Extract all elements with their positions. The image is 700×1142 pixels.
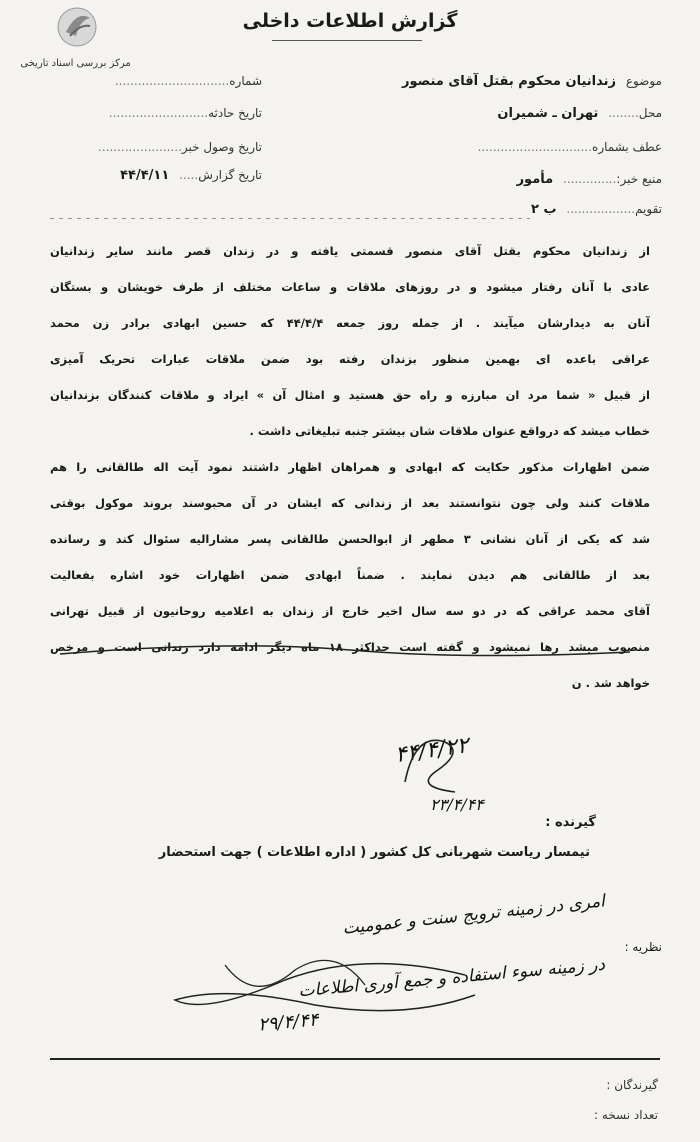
body-line: خطاب میشد که درواقع عنوان ملاقات شان بیشتر جنبه تبلیغاتی داشت . (249, 424, 650, 438)
field-subject: موضوع زندانیان محکوم بقتل آقای منصور (402, 74, 662, 89)
handwritten-date-note: ۴۴/۴/۲۲ (393, 732, 471, 769)
archive-logo (8, 6, 143, 76)
body-line: از قبیل « شما مرد ان مبارزه و راه حق هستید و امثال آن » ایراد و ملاقات کنندگان بزندانیان (50, 388, 650, 402)
field-source: منبع خبر:.............. مأمور (516, 172, 662, 187)
field-number: شماره.............................. (114, 74, 262, 88)
field-evaluation-value: ب ۲ (531, 202, 557, 217)
handwritten-reference: ۲۳/۴/۴۴ (430, 795, 484, 814)
body-line: از زندانیان محکوم بقتل آقای منصور قسمتی یافته و در زندان قصر مانند سایر زندانیان (50, 244, 650, 258)
title-underline (272, 40, 422, 41)
footer-recipients-label: گیرندگان : (606, 1078, 658, 1092)
body-line: خواهد شد . ن (571, 676, 650, 690)
field-arrival-date: تاریخ وصول خبر...................... (98, 140, 262, 154)
header-separator (50, 218, 530, 219)
recipient-label: گیرنده : (545, 815, 596, 830)
body-line: بعد از طالقانی هم دیدن نمایند . ضمناً ابهادی ضمن اظهارات خود اشاره بفعالیت (50, 568, 650, 582)
field-source-value: مأمور (516, 172, 554, 187)
field-incident-date: تاریخ حادثه.......................... (108, 106, 262, 120)
handwritten-opinion-date: ۲۹/۴/۴۴ (257, 1009, 320, 1036)
report-body (50, 233, 650, 701)
archive-logo-text: مرکز بررسی اسناد تاریخی (20, 58, 131, 69)
field-place: محل........ تهران ـ شمیران (497, 106, 662, 121)
footer-copies-label: تعداد نسخه : (593, 1108, 658, 1122)
body-line: ملاقات کنند ولی چون نتوانستند بعد از زندانی که ایشان در آن محبوسند بروند موکول بوقتی (50, 496, 650, 510)
body-line: آنان به دیدارشان میآیند . از جمله روز جمعه ۴۴/۴/۴ که حسین ابهادی برادر زن محمد (50, 316, 650, 330)
field-report-date-value: ۴۴/۴/۱۱ (120, 168, 170, 183)
field-place-value: تهران ـ شمیران (497, 106, 599, 121)
archive-emblem-icon (56, 6, 98, 48)
field-report-date: تاریخ گزارش..... ۴۴/۴/۱۱ (120, 168, 262, 183)
handwritten-opinion-line2: در زمینه سوء استفاده و جمع آوری اطلاعات (297, 954, 606, 1002)
field-attach: عطف بشماره.............................. (477, 140, 662, 154)
footer-rule (50, 1058, 660, 1060)
recipient-text: تیمسار ریاست شهربانی کل کشور ( اداره اطلاعات ) جهت استحضار (158, 845, 590, 860)
opinion-label: نظریه : (624, 940, 662, 954)
handwritten-opinion-line1: امری در زمینه ترویج سنت و عمومیت (341, 891, 606, 939)
document-title: گزارش اطلاعات داخلی (242, 10, 458, 32)
body-line: عراقی باعده ای بهمین منظور بزندان رفته بود ضمن ملاقات عبارات تحریک آمیزی (50, 352, 650, 366)
body-line: شد که یکی از آنان نشانی ۳ مطهر از ابوالحسن طالقانی پسر مشارالیه سئوال کند و رسانده (50, 532, 650, 546)
body-line: منصوب میشد رها نمیشود و گفته است حداکثر ۱۸ ماه دیگر ادامه دارد زندانی است و مرخص (50, 640, 650, 654)
field-evaluation: تقویم.................. ب ۲ (531, 202, 662, 217)
body-line: ضمن اظهارات مذکور حکایت که ابهادی و همراهان اظهار داشتند نمود آیت اله طالقانی را هم (50, 460, 650, 474)
handwritten-underline (50, 640, 650, 662)
body-line: آقای محمد عراقی که در دو سه سال اخیر خارج از زندان به اعلامیه روحانیون از قبیل تهرانی (50, 604, 650, 618)
body-line: عادی با آنان رفتار میشود و در روزهای ملاقات و ساعات مختلف از طرف خویشان و بستگان (50, 280, 650, 294)
signature-loop (395, 722, 475, 802)
signature-scribble (165, 945, 485, 1025)
field-subject-value: زندانیان محکوم بقتل آقای منصور (402, 74, 616, 89)
